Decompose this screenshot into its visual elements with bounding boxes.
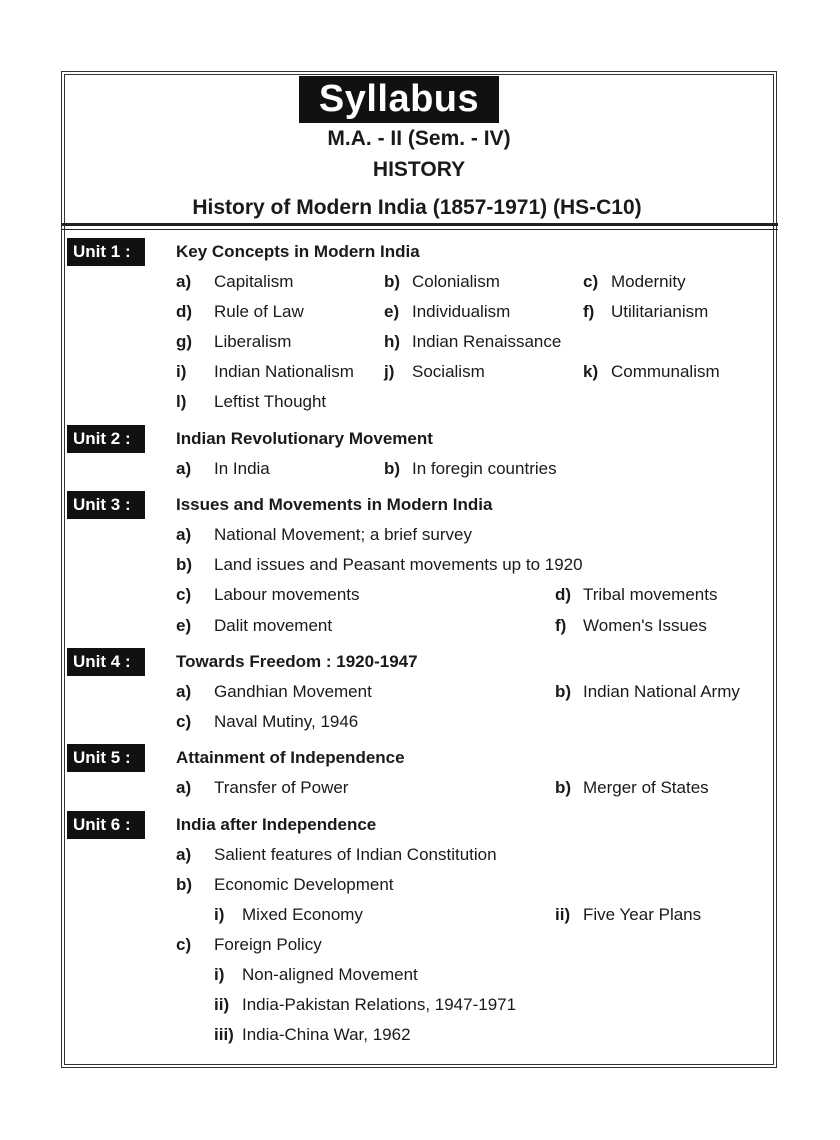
paper-title: History of Modern India (1857-1971) (HS-C10) [192,196,642,219]
list-item [176,615,333,637]
item-text: Merger of States [583,778,709,797]
syllabus-title: Syllabus [299,76,499,123]
item-label: ii) [555,905,571,924]
semester-line: M.A. - II (Sem. - IV) [327,127,511,150]
item-text: Mixed Economy [242,905,363,924]
item-label: b) [555,778,572,797]
item-text: Capitalism [214,272,294,291]
item-label: a) [176,845,192,864]
unit-badge: Unit 1 : [67,238,145,266]
item-label: e) [384,302,400,321]
list-item [176,524,472,546]
list-item [214,904,363,926]
item-text: Non-aligned Movement [242,965,418,984]
list-item [176,584,360,606]
list-item [176,711,359,733]
list-item [555,615,707,637]
item-text: National Movement; a brief survey [214,525,472,544]
unit-badge: Unit 2 : [67,425,145,453]
item-label: c) [583,272,599,291]
unit-badge: Unit 3 : [67,491,145,519]
item-label: iii) [214,1025,234,1044]
list-item [176,331,292,353]
list-item [214,964,418,986]
item-text: Indian National Army [583,682,740,701]
item-text: Gandhian Movement [214,682,372,701]
unit-title: Towards Freedom : 1920-1947 [176,652,418,671]
header-divider [62,223,778,226]
item-label: c) [176,712,192,731]
item-label: i) [176,362,187,381]
item-text: Five Year Plans [583,905,702,924]
list-item [176,874,394,896]
item-text: India-China War, 1962 [242,1025,411,1044]
item-label: b) [176,555,193,574]
item-label: ii) [214,995,230,1014]
item-text: Naval Mutiny, 1946 [214,712,359,731]
unit-badge: Unit 4 : [67,648,145,676]
item-label: c) [176,935,192,954]
item-label: k) [583,362,599,381]
item-label: d) [555,585,572,604]
item-label: g) [176,332,193,351]
item-label: a) [176,459,192,478]
item-label: d) [176,302,193,321]
item-label: a) [176,525,192,544]
unit-title: Key Concepts in Modern India [176,242,420,261]
list-item [555,904,702,926]
list-item [214,994,517,1016]
item-text: Foreign Policy [214,935,322,954]
list-item [384,331,562,353]
item-text: Indian Nationalism [214,362,354,381]
item-label: a) [176,272,192,291]
item-text: Liberalism [214,332,292,351]
item-text: Utilitarianism [611,302,709,321]
list-item [176,271,294,293]
list-item [384,271,500,293]
list-item [384,361,485,383]
item-label: b) [384,459,401,478]
list-item [384,458,557,480]
list-item [176,361,354,383]
list-item [583,361,720,383]
list-item [176,391,327,413]
item-text: Leftist Thought [214,392,327,411]
list-item [176,458,270,480]
item-label: h) [384,332,401,351]
unit-title: India after Independence [176,815,377,834]
list-item [176,681,372,703]
unit-title: Attainment of Independence [176,748,405,767]
item-text: Rule of Law [214,302,304,321]
item-text: Transfer of Power [214,778,349,797]
item-label: f) [555,616,567,635]
item-text: Dalit movement [214,616,333,635]
item-label: i) [214,905,225,924]
unit-title: Indian Revolutionary Movement [176,429,433,448]
list-item [214,1024,411,1046]
list-item [176,934,322,956]
item-text: Modernity [611,272,686,291]
item-text: Women's Issues [583,616,707,635]
header-divider-thin [62,229,778,230]
item-label: a) [176,778,192,797]
list-item [555,584,718,606]
list-item [176,554,583,576]
item-label: i) [214,965,225,984]
item-label: b) [384,272,401,291]
item-text: Communalism [611,362,720,381]
item-text: Economic Development [214,875,394,894]
item-text: Colonialism [412,272,500,291]
item-label: b) [176,875,193,894]
list-item [555,681,740,703]
item-text: Individualism [412,302,511,321]
item-label: e) [176,616,192,635]
item-label: f) [583,302,595,321]
item-text: Tribal movements [583,585,718,604]
item-text: Salient features of Indian Constitution [214,845,497,864]
item-text: In India [214,459,270,478]
item-text: Land issues and Peasant movements up to 1920 [214,555,583,574]
item-label: b) [555,682,572,701]
list-item [384,301,511,323]
item-label: j) [384,362,395,381]
list-item [583,271,686,293]
list-item [176,301,304,323]
item-text: India-Pakistan Relations, 1947-1971 [242,995,517,1014]
list-item [583,301,709,323]
item-label: l) [176,392,187,411]
item-text: In foregin countries [412,459,557,478]
item-text: Indian Renaissance [412,332,562,351]
unit-badge: Unit 5 : [67,744,145,772]
list-item [555,777,709,799]
item-text: Socialism [412,362,485,381]
item-label: c) [176,585,192,604]
subject-line: HISTORY [372,158,466,181]
list-item [176,844,497,866]
list-item [176,777,349,799]
unit-title: Issues and Movements in Modern India [176,495,493,514]
item-text: Labour movements [214,585,360,604]
item-label: a) [176,682,192,701]
unit-badge: Unit 6 : [67,811,145,839]
